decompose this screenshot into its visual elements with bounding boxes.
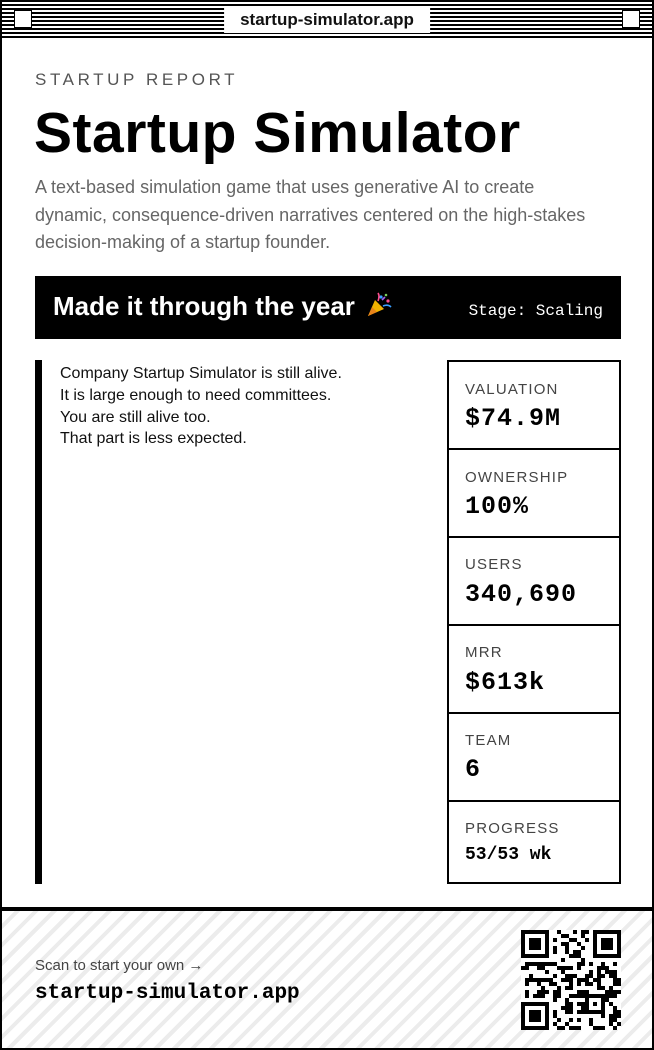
window-title-bar — [2, 2, 652, 38]
close-box-icon[interactable] — [14, 10, 32, 28]
footer — [2, 907, 652, 1048]
stat-value: $613k — [465, 668, 546, 697]
banner-headline-text: Made it through the year — [53, 291, 355, 321]
stat-value: 6 — [465, 755, 482, 784]
stat-label: OWNERSHIP — [465, 469, 569, 486]
stat-valuation — [449, 362, 619, 450]
stat-progress — [449, 802, 619, 882]
stat-label: VALUATION — [465, 381, 559, 398]
stat-ownership — [449, 450, 619, 538]
stat-label: USERS — [465, 556, 523, 573]
window-title: startup-simulator.app — [224, 7, 430, 33]
scan-cta: Scan to start your own → — [35, 957, 204, 974]
stat-value: 340,690 — [465, 580, 578, 609]
stat-value: 53/53 wk — [465, 845, 552, 865]
zoom-box-icon[interactable] — [622, 10, 640, 28]
stat-label: MRR — [465, 644, 503, 661]
narrative-line: Company Startup Simulator is still alive. — [60, 365, 342, 382]
narrative-line: You are still alive too. — [60, 408, 211, 426]
stat-value: $74.9M — [465, 404, 562, 433]
footer-url[interactable]: startup-simulator.app — [35, 982, 300, 1005]
result-banner — [35, 276, 621, 339]
stat-mrr — [449, 626, 619, 714]
report-eyebrow: STARTUP REPORT — [35, 70, 239, 89]
stats-panel — [447, 360, 621, 884]
narrative-line: It is large enough to need committees. — [60, 386, 332, 404]
narrative-panel — [35, 360, 415, 884]
banner-headline — [53, 291, 392, 322]
stat-label: PROGRESS — [465, 820, 560, 837]
stat-label: TEAM — [465, 732, 512, 749]
page-subtitle: A text-based simulation game that uses generative AI to create dynamic, consequence-driven narratives centered on the high-stakes decision-making of a startup founder. — [35, 177, 586, 252]
qr-code-icon[interactable] — [521, 930, 621, 1030]
stage-label: Stage: Scaling — [468, 302, 603, 320]
stat-users — [449, 538, 619, 626]
stat-value: 100% — [465, 492, 530, 521]
party-popper-icon — [366, 292, 392, 318]
narrative-line: That part is less expected. — [60, 430, 247, 448]
page-title: Startup Simulator — [34, 101, 521, 165]
stat-team — [449, 714, 619, 802]
